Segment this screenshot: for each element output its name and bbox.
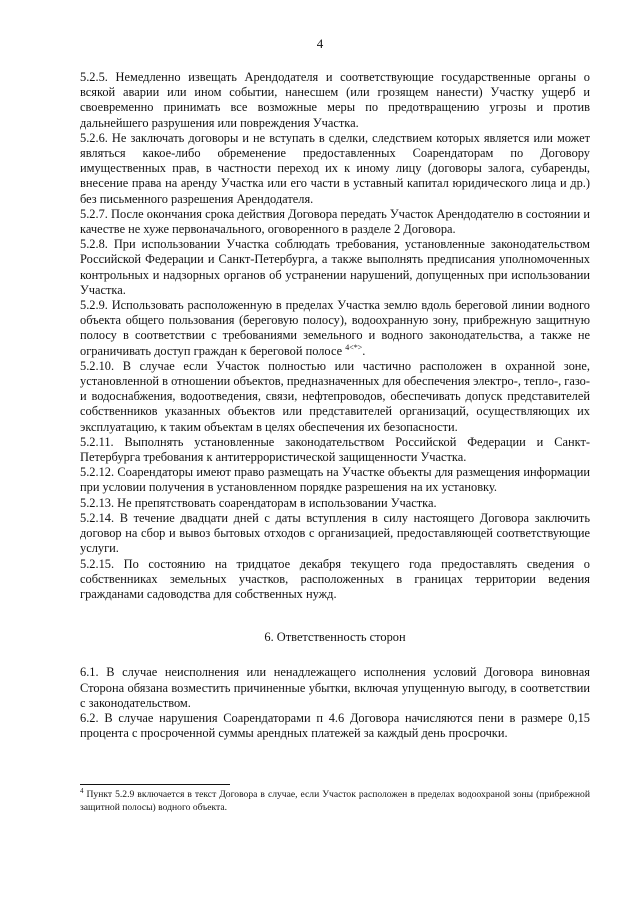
footnote-marker: 4 [80,786,84,795]
page-number: 4 [316,36,324,51]
clause-5-2-11: 5.2.11. Выполнять установленные законодательством Российской Федерации и Санкт-Петербурга требования к антитеррористической защищенности Участка. [80,434,590,465]
clause-6-1: 6.1. В случае неисполнения или ненадлежащего исполнения условий Договора виновная Сторона обязана возместить причиненные убытки, включая упущенную выгоду, в соответствии с законодательством. [80,665,590,710]
footnote-divider [80,784,230,785]
document-body [80,70,590,741]
section-heading: 6. Ответственность сторон [264,630,406,645]
clause-6-2: 6.2. В случае нарушения Соарендаторами п 4.6 Договора начисляются пени в размере 0,15 процента с просроченной суммы арендных платежей за каждый день просрочки. [80,710,590,741]
footnote-reference: 4<*> [345,342,363,352]
clause-5-2-14: 5.2.14. В течение двадцати дней с даты вступления в силу настоящего Договора заключить договор на сбор и вывоз бытовых отходов с организацией, предоставляющей соответствующие услуги. [80,510,590,556]
clause-5-2-9-text: 5.2.9. Использовать расположенную в пределах Участка землю вдоль береговой линии водного объекта общего пользования (береговую полосу), водоохранную зону, прибрежную защитную полосу в соответствии с требованиями земельного и водного законодательства, а также не ограничивать доступ граждан к береговой полосе [80,298,590,358]
clause-5-2-8: 5.2.8. При использовании Участка соблюдать требования, установленные законодательством Российской Федерации и Санкт-Петербурга, а также выполнять предписания уполномоченных контрольных и надзорных органов об устранении нарушений, допущенных при использовании Участка. [80,237,590,297]
clause-5-2-9 [80,298,590,359]
clause-5-2-5: 5.2.5. Немедленно извещать Арендодателя и соответствующие государственные органы о всякой аварии или ином событии, нанесшем (или грозящем нанести) Участку ущерб и своевременно принимать все возможные меры по предотвращению угрозы и против дальнейшего разрушения или повреждения Участка. [80,70,590,130]
clause-5-2-9-tail: . [362,343,366,358]
clause-5-2-10: 5.2.10. В случае если Участок полностью или частично расположен в охранной зоне, установленной в отношении объектов, предназначенных для обеспечения электро-, тепло-, газо- и водоснабжения, водоотведения, связи, нефтепроводов, обеспечивать допуск представителей собственников указанных объектов или представителей организаций, осуществляющих их эксплуатацию, к таким объектам в целях обеспечения их безопасности. [80,358,590,434]
clause-5-2-6: 5.2.6. Не заключать договоры и не вступать в сделки, следствием которых является или может являться какое-либо обременение предоставленных Соарендаторам по Договору имущественных прав, в частности переход их к иному лицу (договоры залога, субаренды, внесение права на аренду Участка или его части в уставный капитал юридического лица и др.) без письменного разрешения Арендодателя. [80,130,590,206]
footnote-text: Пункт 5.2.9 включается в текст Договора в случае, если Участок расположен в пределах водоохраной зоны (прибрежной защитной полосы) водного объекта. [80,789,590,813]
clause-5-2-13: 5.2.13. Не препятствовать соарендаторам в использовании Участка. [80,495,437,510]
clause-5-2-12: 5.2.12. Соарендаторы имеют право размещать на Участке объекты для размещения информации при условии получения в установленном порядке разрешения на их установку. [80,465,590,495]
clause-5-2-15: 5.2.15. По состоянию на тридцатое декабря текущего года предоставлять сведения о собственниках земельных участков, расположенных в границах территории ведения гражданами садоводства для собственных нужд. [80,556,590,601]
footnote [80,788,590,814]
clause-5-2-7: 5.2.7. После окончания срока действия Договора передать Участок Арендодателю в состоянии и качестве не хуже первоначального, оговоренного в разделе 2 Договора. [80,206,590,237]
